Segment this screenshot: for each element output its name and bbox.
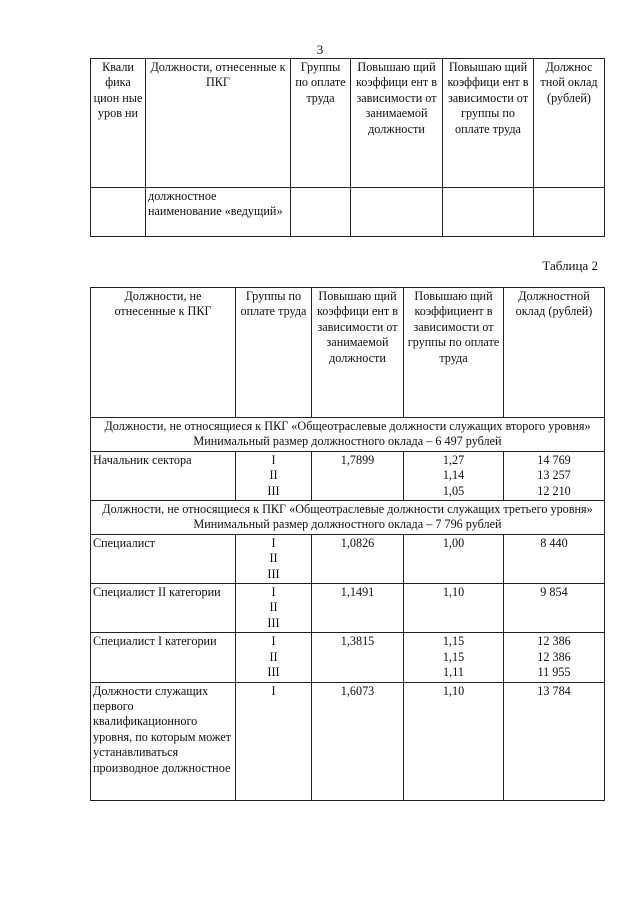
section-heading (91, 501, 605, 535)
cell (443, 188, 534, 237)
cell-group-coefs (404, 451, 504, 500)
group-value: III (267, 615, 280, 630)
cell-coef: 1,1491 (312, 584, 404, 633)
cell-position-name: Специалист I категории (91, 633, 236, 682)
header-salary: Должнос тной оклад (рублей) (534, 59, 605, 188)
group-coef-value: 1,05 (442, 483, 465, 498)
header-coef-group: Повышаю щий коэффициент в зависимости от группы по оплате труда (404, 288, 504, 418)
cell-salary: 13 784 (504, 682, 605, 800)
cell-groups (236, 451, 312, 500)
header-pay-groups: Группы по оплате труда (291, 59, 351, 188)
salary-value: 12 386 (537, 634, 571, 649)
header-coef-position: Повышаю щий коэффици ент в зависимости от занимаемой должности (351, 59, 443, 188)
cell (291, 188, 351, 237)
cell-position-name: Начальник сектора (91, 451, 236, 500)
cell-salaries (504, 451, 605, 500)
cell-position-name: Специалист (91, 534, 236, 583)
header-qual-levels: Квали фика цион ные уров ни (91, 59, 146, 188)
cell-group-coefs (404, 633, 504, 682)
group-coef-value: 1,27 (442, 452, 465, 467)
salary-value: 14 769 (537, 452, 571, 467)
table-row (91, 534, 605, 583)
group-coef-value: 1,15 (442, 634, 465, 649)
cell-groups (236, 633, 312, 682)
group-coef-value: 1,14 (442, 468, 465, 483)
group-value: II (269, 468, 278, 483)
section-min-salary: Минимальный размер должностного оклада – 7 796 рублей (193, 517, 502, 532)
salary-value: 12 386 (537, 649, 571, 664)
cell-coef: 1,0826 (312, 534, 404, 583)
table-row (91, 188, 605, 237)
salary-value: 13 257 (537, 468, 571, 483)
cell-coef: 1,7899 (312, 451, 404, 500)
table-row (91, 633, 605, 682)
cell-salaries (504, 633, 605, 682)
group-value: III (267, 566, 280, 581)
cell (534, 188, 605, 237)
cell-position-name: должностное наименование «ведущий» (146, 188, 291, 237)
cell-group-coef: 1,00 (404, 534, 504, 583)
cell-group: I (236, 682, 312, 800)
cell-salary: 8 440 (504, 534, 605, 583)
header-salary: Должностной оклад (рублей) (504, 288, 605, 418)
header-pay-groups: Группы по оплате труда (236, 288, 312, 418)
group-coef-value: 1,11 (443, 665, 464, 680)
group-value: I (271, 585, 276, 600)
table-header-row (91, 59, 605, 188)
group-value: III (267, 665, 280, 680)
cell-group-coef: 1,10 (404, 682, 504, 800)
table-caption: Таблица 2 (542, 258, 598, 273)
section-heading (91, 418, 605, 452)
table-row (91, 584, 605, 633)
cell (91, 188, 146, 237)
section-title: Должности, не относящиеся к ПКГ «Общеотраслевые должности служащих второго уровня» (104, 419, 591, 433)
cell-coef: 1,6073 (312, 682, 404, 800)
table-row (91, 451, 605, 500)
cell-position-name: Специалист II категории (91, 584, 236, 633)
section-title: Должности, не относящиеся к ПКГ «Общеотраслевые должности служащих третьего уровня» (102, 502, 593, 517)
table-row (91, 682, 605, 800)
table-header-row (91, 288, 605, 418)
group-value: I (271, 452, 276, 467)
header-positions-not-pkg: Должности, не отнесенные к ПКГ (91, 288, 236, 418)
header-coef-position: Повышаю щий коэффици ент в зависимости от занимаемой должности (312, 288, 404, 418)
group-value: III (267, 483, 280, 498)
section-min-salary: Минимальный размер должностного оклада – 6 497 рублей (193, 434, 502, 449)
group-value: II (269, 649, 278, 664)
group-coef-value: 1,15 (442, 649, 465, 664)
salary-value: 12 210 (537, 483, 571, 498)
table-2 (90, 287, 605, 801)
group-value: I (271, 634, 276, 649)
cell-position-name: Должности служащих первого квалификационного уровня, по которым может устанавливаться производное должностное (91, 682, 236, 800)
header-positions-pkg: Должности, отнесенные к ПКГ (146, 59, 291, 188)
group-value: II (269, 551, 278, 566)
section-row (91, 501, 605, 535)
group-value: II (269, 600, 278, 615)
group-value: I (271, 535, 276, 550)
cell-group-coef: 1,10 (404, 584, 504, 633)
salary-value: 11 955 (537, 665, 571, 680)
cell-salary: 9 854 (504, 584, 605, 633)
cell-coef: 1,3815 (312, 633, 404, 682)
cell-groups (236, 534, 312, 583)
section-row (91, 418, 605, 452)
cell-groups (236, 584, 312, 633)
cell (351, 188, 443, 237)
page-number: 3 (316, 42, 324, 57)
table-qualification-continued (90, 58, 605, 237)
header-coef-group: Повышаю щий коэффици ент в зависимости от группы по оплате труда (443, 59, 534, 188)
